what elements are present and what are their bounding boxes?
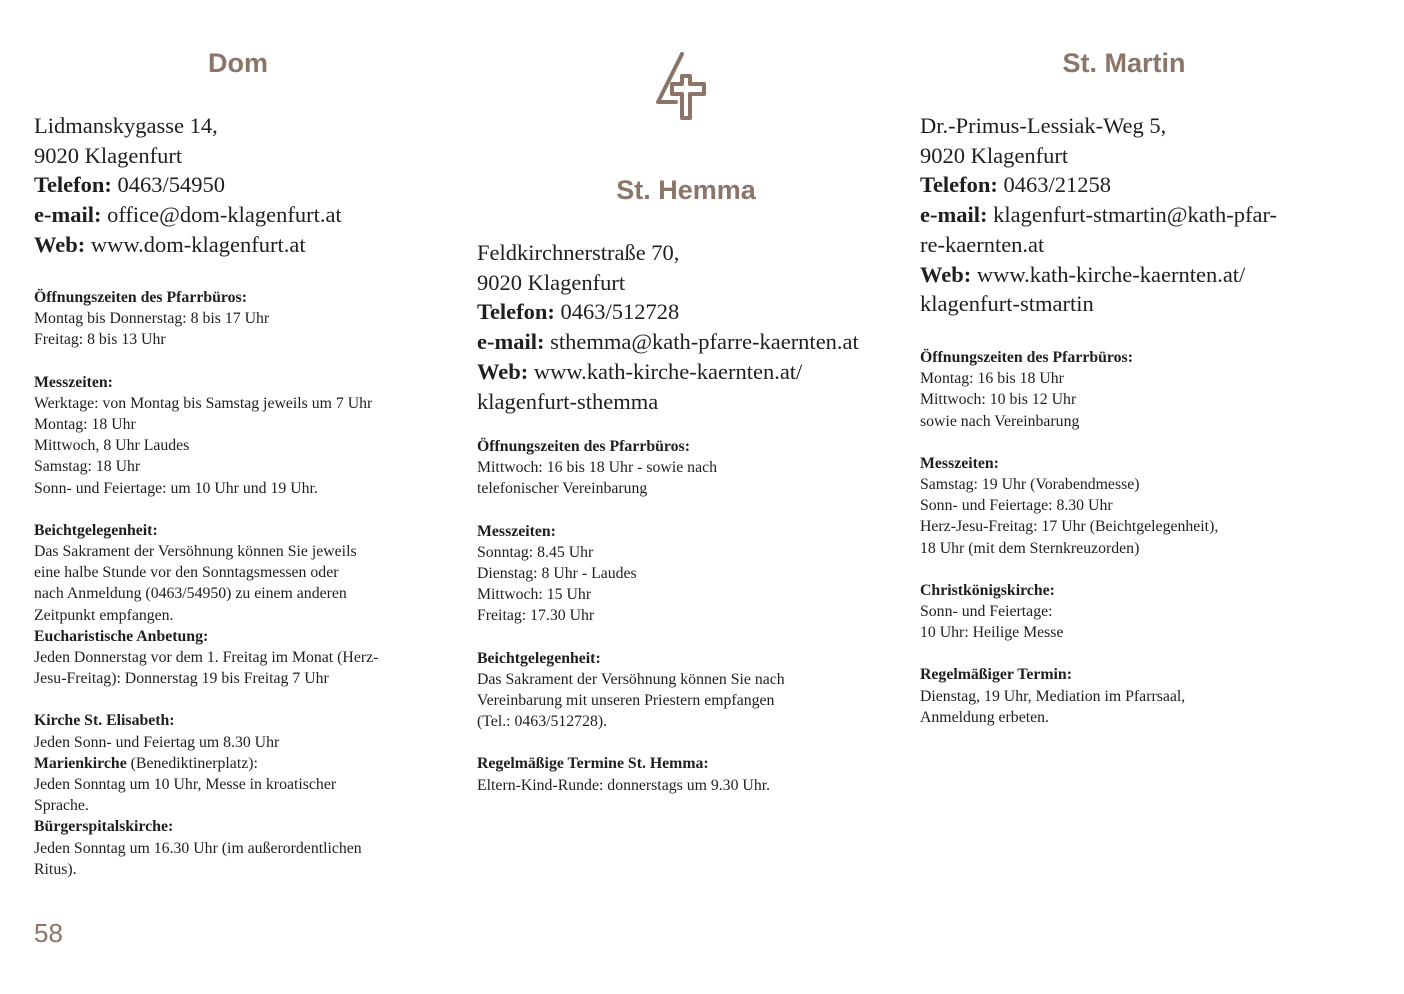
web-label: Web: (477, 358, 529, 384)
marien-heading: Marienkirche (34, 754, 127, 772)
parish-title-hemma: St. Hemma (616, 175, 756, 205)
parish-title-dom: Dom (208, 48, 268, 78)
mass-times-line: 18 Uhr (mit dem Sternkreuzorden) (920, 539, 1140, 557)
phone-label: Telefon: (477, 299, 555, 325)
confession-line: (Tel.: 0463/512728). (477, 713, 608, 731)
christkoenig-line: 10 Uhr: Heilige Messe (920, 624, 1064, 642)
info-block-dom (34, 287, 454, 880)
contact-block-hemma (477, 238, 897, 416)
web-label: Web: (920, 261, 972, 287)
web-label: Web: (34, 231, 86, 257)
email-label: e-mail: (477, 329, 545, 355)
christkoenig-heading: Christkönigskirche: (920, 581, 1055, 599)
confession-heading: Beichtgelegenheit: (34, 521, 158, 539)
phone-label: Telefon: (920, 172, 998, 198)
marien-detail: Jeden Sonntag um 10 Uhr, Messe in kroatischer (34, 776, 337, 794)
confession-line: Zeitpunkt empfangen. (34, 606, 174, 624)
office-hours-heading: Öffnungszeiten des Pfarrbüros: (34, 289, 247, 306)
phone-label: Telefon: (34, 172, 112, 198)
office-hours-line: Montag bis Donnerstag: 8 bis 17 Uhr (34, 310, 270, 328)
confession-line: Das Sakrament der Versöhnung können Sie jeweils (34, 543, 357, 561)
page-number: 58 (34, 918, 63, 948)
phone: 0463/21258 (1003, 172, 1112, 198)
street: Feldkirchnerstraße 70, (477, 240, 680, 265)
email-link[interactable]: office@dom-klagenfurt.at (107, 202, 342, 228)
buergerspital-heading: Bürgerspitalskirche: (34, 818, 174, 836)
number-four-cross-icon (648, 50, 718, 126)
info-block-martin (920, 347, 1340, 728)
email-link[interactable]: klagenfurt-stmartin@kath-pfar- (993, 202, 1278, 228)
marien-detail: Sprache. (34, 797, 89, 815)
mass-times-heading: Messzeiten: (34, 373, 113, 391)
regular-event-line: Dienstag, 19 Uhr, Mediation im Pfarrsaal, (920, 687, 1186, 705)
city: 9020 Klagenfurt (34, 142, 183, 168)
city: 9020 Klagenfurt (920, 142, 1069, 168)
mass-times-line: Montag: 18 Uhr (34, 416, 136, 434)
mass-times-line: Sonn- und Feiertage: 8.30 Uhr (920, 497, 1113, 515)
marien-note: (Benediktinerplatz): (126, 754, 258, 772)
parish-title-martin: St. Martin (1062, 48, 1186, 78)
mass-times-line: Mittwoch: 15 Uhr (477, 586, 592, 604)
email-link[interactable]: sthemma@kath-pfarre-kaernten.at (550, 329, 859, 355)
regular-events-line: Eltern-Kind-Runde: donnerstags um 9.30 Uhr. (477, 776, 771, 794)
mass-times-line: Dienstag: 8 Uhr - Laudes (477, 565, 637, 583)
adoration-line: Jesu-Freitag): Donnerstag 19 bis Freitag 7 Uhr (34, 670, 329, 688)
regular-events-heading: Regelmäßige Termine St. Hemma: (477, 755, 709, 773)
contact-block-martin (920, 111, 1340, 319)
web-link[interactable]: www.kath-kirche-kaernten.at/ (533, 358, 803, 384)
phone: 0463/512728 (560, 299, 680, 325)
city: 9020 Klagenfurt (477, 269, 626, 295)
web-link[interactable]: www.kath-kirche-kaernten.at/ (976, 261, 1246, 287)
confession-line: eine halbe Stunde vor den Sonntagsmessen oder (34, 564, 339, 582)
mass-times-line: Mittwoch, 8 Uhr Laudes (34, 437, 190, 455)
mass-times-line: Samstag: 19 Uhr (Vorabendmesse) (920, 476, 1140, 494)
office-hours-line: Mittwoch: 16 bis 18 Uhr - sowie nach (477, 459, 717, 477)
regular-event-heading: Regelmäßiger Termin: (920, 666, 1072, 684)
web-link-continued[interactable]: klagenfurt-stmartin (920, 291, 1094, 317)
contact-block-dom (34, 111, 454, 260)
confession-line: Das Sakrament der Versöhnung können Sie nach (477, 670, 785, 688)
street: Dr.-Primus-Lessiak-Weg 5, (920, 113, 1167, 138)
buergerspital-line: Jeden Sonntag um 16.30 Uhr (im außerordentlichen (34, 839, 362, 857)
phone: 0463/54950 (117, 172, 226, 198)
adoration-line: Jeden Donnerstag vor dem 1. Freitag im Monat (Herz- (34, 649, 379, 667)
web-link-continued[interactable]: klagenfurt-sthemma (477, 388, 659, 414)
info-block-hemma (477, 436, 897, 796)
confession-line: Vereinbarung mit unseren Priestern empfangen (477, 692, 775, 710)
mass-times-heading: Messzeiten: (920, 454, 999, 472)
web-link[interactable]: www.dom-klagenfurt.at (90, 231, 306, 257)
office-hours-line: Montag: 16 bis 18 Uhr (920, 370, 1064, 388)
office-hours-line: telefonischer Vereinbarung (477, 480, 648, 498)
elisabeth-heading: Kirche St. Elisabeth: (34, 712, 175, 730)
elisabeth-line: Jeden Sonn- und Feiertag um 8.30 Uhr (34, 733, 280, 751)
regular-event-line: Anmeldung erbeten. (920, 708, 1049, 726)
mass-times-line: Herz-Jesu-Freitag: 17 Uhr (Beichtgelegenheit), (920, 518, 1219, 536)
office-hours-line: Freitag: 8 bis 13 Uhr (34, 331, 166, 349)
adoration-heading: Eucharistische Anbetung: (34, 627, 209, 645)
mass-times-line: Samstag: 18 Uhr (34, 458, 141, 476)
mass-times-line: Sonn- und Feiertage: um 10 Uhr und 19 Uhr. (34, 479, 318, 497)
confession-line: nach Anmeldung (0463/54950) zu einem anderen (34, 585, 347, 603)
christkoenig-line: Sonn- und Feiertage: (920, 603, 1053, 621)
buergerspital-line: Ritus). (34, 860, 77, 878)
office-hours-line: sowie nach Vereinbarung (920, 412, 1080, 430)
office-hours-heading: Öffnungszeiten des Pfarrbüros: (477, 438, 690, 455)
mass-times-line: Freitag: 17.30 Uhr (477, 607, 595, 625)
marien-line (34, 753, 454, 774)
street: Lidmanskygasse 14, (34, 113, 218, 138)
email-label: e-mail: (920, 202, 988, 228)
email-link-continued[interactable]: re-kaernten.at (920, 231, 1045, 257)
mass-times-line: Werktage: von Montag bis Samstag jeweils um 7 Uhr (34, 394, 373, 412)
mass-times-line: Sonntag: 8.45 Uhr (477, 543, 594, 561)
mass-times-heading: Messzeiten: (477, 522, 556, 540)
office-hours-line: Mittwoch: 10 bis 12 Uhr (920, 391, 1077, 409)
email-label: e-mail: (34, 202, 102, 228)
office-hours-heading: Öffnungszeiten des Pfarrbüros: (920, 349, 1133, 366)
confession-heading: Beichtgelegenheit: (477, 649, 601, 667)
